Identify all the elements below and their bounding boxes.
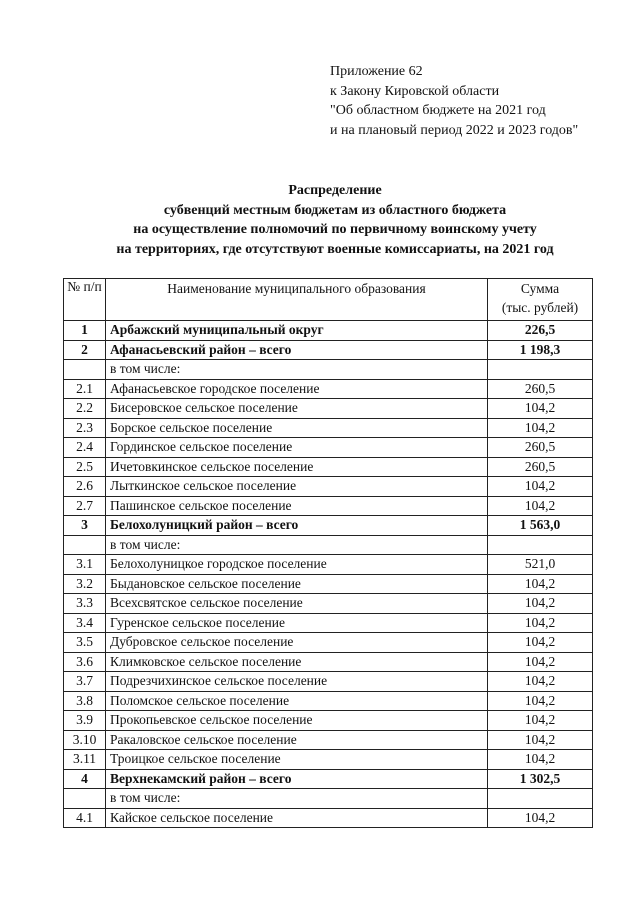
row-num-cell: 3.2	[64, 574, 106, 594]
row-sum-cell: 1 563,0	[488, 516, 593, 536]
row-num-cell: 3.3	[64, 594, 106, 614]
row-name-cell: Ичетовкинское сельское поселение	[106, 457, 488, 477]
row-sum-cell: 226,5	[488, 321, 593, 341]
table-row	[64, 711, 593, 731]
row-sum-cell: 104,2	[488, 672, 593, 692]
row-name-cell: Афанасьевское городское поселение	[106, 379, 488, 399]
appendix-header	[330, 62, 578, 140]
table-row	[64, 633, 593, 653]
appendix-line-3: "Об областном бюджете на 2021 год	[330, 103, 546, 118]
title-line-2: субвенций местным бюджетам из областного бюджета	[163, 202, 507, 218]
row-name-cell: Борское сельское поселение	[106, 418, 488, 438]
row-name-cell: Подрезчихинское сельское поселение	[106, 672, 488, 692]
header-num: № п/п	[64, 279, 106, 321]
table-row	[64, 438, 593, 458]
row-sum-cell: 1 198,3	[488, 340, 593, 360]
appendix-line-2: к Закону Кировской области	[330, 83, 500, 99]
table-row	[64, 360, 593, 380]
table-row	[64, 535, 593, 555]
row-name-cell: в том числе:	[106, 789, 488, 809]
table-row	[64, 555, 593, 575]
header-name: Наименование муниципального образования	[106, 279, 488, 321]
row-name-cell: Гординское сельское поселение	[106, 438, 488, 458]
row-sum-cell: 104,2	[488, 496, 593, 516]
row-name-cell: Гуренское сельское поселение	[106, 613, 488, 633]
row-name-cell: Афанасьевский район – всего	[106, 340, 488, 360]
row-num-cell: 3.11	[64, 750, 106, 770]
table-body	[64, 321, 593, 828]
document-title	[40, 181, 630, 259]
table-row	[64, 574, 593, 594]
table-row	[64, 418, 593, 438]
row-name-cell: Прокопьевское сельское поселение	[106, 711, 488, 731]
row-name-cell: Белохолуницкий район – всего	[106, 516, 488, 536]
row-num-cell: 2.5	[64, 457, 106, 477]
row-sum-cell: 104,2	[488, 711, 593, 731]
row-name-cell: в том числе:	[106, 535, 488, 555]
row-sum-cell	[488, 789, 593, 809]
table-row	[64, 399, 593, 419]
row-num-cell: 1	[64, 321, 106, 341]
row-name-cell: Троицкое сельское поселение	[106, 750, 488, 770]
row-num-cell: 3	[64, 516, 106, 536]
row-num-cell: 3.5	[64, 633, 106, 653]
row-num-cell: 3.7	[64, 672, 106, 692]
row-num-cell: 3.1	[64, 555, 106, 575]
row-num-cell: 2.4	[64, 438, 106, 458]
row-name-cell: Белохолуницкое городское поселение	[106, 555, 488, 575]
table-row	[64, 769, 593, 789]
header-sum-line-2: (тыс. рублей)	[501, 300, 579, 315]
header-sum	[488, 279, 593, 321]
row-sum-cell: 104,2	[488, 574, 593, 594]
table-header-row	[64, 279, 593, 321]
row-name-cell: Кайское сельское поселение	[106, 808, 488, 828]
row-sum-cell	[488, 360, 593, 380]
row-name-cell: Арбажский муниципальный округ	[106, 321, 488, 341]
row-num-cell: 2.6	[64, 477, 106, 497]
appendix-line-4: и на плановый период 2022 и 2023 годов"	[330, 122, 579, 138]
row-name-cell: Климковское сельское поселение	[106, 652, 488, 672]
row-sum-cell: 104,2	[488, 418, 593, 438]
table-row	[64, 691, 593, 711]
row-sum-cell: 521,0	[488, 555, 593, 575]
row-name-cell: в том числе:	[106, 360, 488, 380]
row-sum-cell: 1 302,5	[488, 769, 593, 789]
row-sum-cell: 104,2	[488, 691, 593, 711]
row-num-cell: 2	[64, 340, 106, 360]
row-num-cell	[64, 789, 106, 809]
table-row	[64, 750, 593, 770]
row-sum-cell: 104,2	[488, 730, 593, 750]
table-row	[64, 516, 593, 536]
row-sum-cell: 260,5	[488, 379, 593, 399]
row-num-cell	[64, 360, 106, 380]
row-name-cell: Пашинское сельское поселение	[106, 496, 488, 516]
table-row	[64, 652, 593, 672]
row-name-cell: Бисеровское сельское поселение	[106, 399, 488, 419]
row-num-cell: 3.10	[64, 730, 106, 750]
row-num-cell: 2.1	[64, 379, 106, 399]
row-name-cell: Лыткинское сельское поселение	[106, 477, 488, 497]
row-name-cell: Всехсвятское сельское поселение	[106, 594, 488, 614]
row-num-cell: 2.2	[64, 399, 106, 419]
row-name-cell: Верхнекамский район – всего	[106, 769, 488, 789]
table-row	[64, 789, 593, 809]
appendix-line-1: Приложение 62	[330, 64, 423, 79]
row-num-cell: 3.6	[64, 652, 106, 672]
title-line-4: на территориях, где отсутствуют военные комиссариаты, на 2021 год	[116, 241, 554, 257]
table-row	[64, 496, 593, 516]
row-sum-cell: 260,5	[488, 438, 593, 458]
row-sum-cell: 260,5	[488, 457, 593, 477]
header-sum-line-1: Сумма	[520, 281, 560, 296]
table-row	[64, 340, 593, 360]
row-num-cell: 2.7	[64, 496, 106, 516]
row-sum-cell: 104,2	[488, 477, 593, 497]
row-name-cell: Поломское сельское поселение	[106, 691, 488, 711]
row-sum-cell: 104,2	[488, 652, 593, 672]
row-sum-cell	[488, 535, 593, 555]
row-num-cell: 3.9	[64, 711, 106, 731]
row-sum-cell: 104,2	[488, 808, 593, 828]
table-row	[64, 594, 593, 614]
row-sum-cell: 104,2	[488, 750, 593, 770]
row-num-cell: 2.3	[64, 418, 106, 438]
distribution-table	[63, 278, 593, 828]
table-row	[64, 672, 593, 692]
table-row	[64, 457, 593, 477]
title-line-3: на осуществление полномочий по первичному воинскому учету	[133, 222, 537, 237]
row-sum-cell: 104,2	[488, 399, 593, 419]
table-row	[64, 613, 593, 633]
row-sum-cell: 104,2	[488, 594, 593, 614]
row-sum-cell: 104,2	[488, 633, 593, 653]
row-name-cell: Быдановское сельское поселение	[106, 574, 488, 594]
table-row	[64, 321, 593, 341]
row-num-cell	[64, 535, 106, 555]
row-sum-cell: 104,2	[488, 613, 593, 633]
table-row	[64, 730, 593, 750]
row-name-cell: Ракаловское сельское поселение	[106, 730, 488, 750]
row-num-cell: 4	[64, 769, 106, 789]
row-num-cell: 4.1	[64, 808, 106, 828]
table-row	[64, 379, 593, 399]
title-line-1: Распределение	[288, 183, 382, 198]
table-row	[64, 477, 593, 497]
row-num-cell: 3.4	[64, 613, 106, 633]
row-num-cell: 3.8	[64, 691, 106, 711]
row-name-cell: Дубровское сельское поселение	[106, 633, 488, 653]
table-row	[64, 808, 593, 828]
